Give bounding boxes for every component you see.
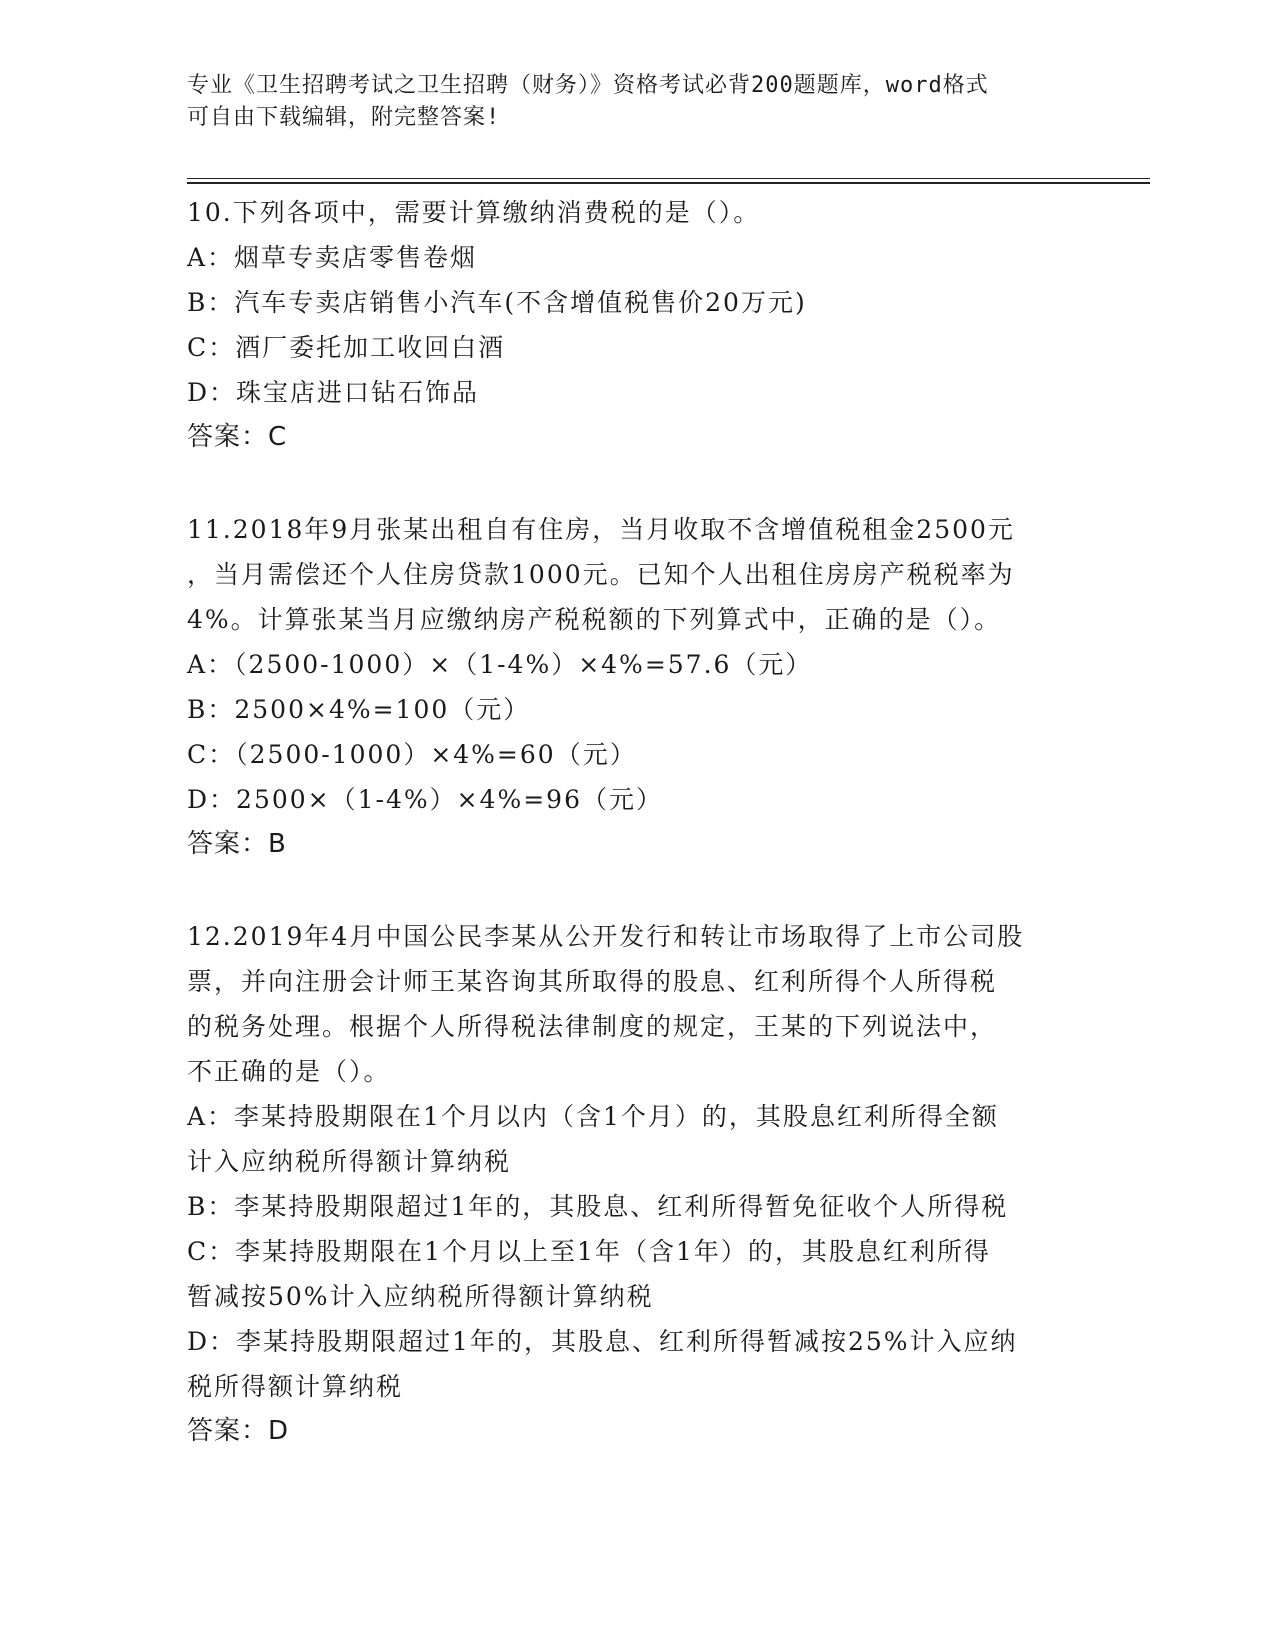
option-line: A：李某持股期限在1个月以内（含1个月）的，其股息红利所得全额	[187, 1102, 999, 1131]
option-line: B：汽车专卖店销售小汽车(不含增值税售价20万元)	[187, 288, 807, 317]
answer: 答案：D	[187, 1416, 290, 1446]
question-text-line: ，当月需偿还个人住房贷款1000元。已知个人出租住房房产税税率为	[187, 560, 1015, 589]
question-text-line: 不正确的是（）。	[187, 1057, 391, 1086]
question-text-line: 票，并向注册会计师王某咨询其所取得的股息、红利所得个人所得税	[187, 967, 998, 996]
option-line: D：珠宝店进口钻石饰品	[187, 378, 480, 407]
question-12	[187, 914, 1087, 1454]
option-line: C：酒厂委托加工收回白酒	[187, 333, 506, 362]
question-text	[187, 507, 1087, 642]
option-line: A：（2500-1000）×（1-4%）×4%=57.6（元）	[187, 650, 813, 679]
header-rule-thick	[187, 182, 1150, 184]
option-c	[187, 325, 1087, 370]
question-text-line: 4%。计算张某当月应缴纳房产税税额的下列算式中，正确的是（）。	[187, 605, 1002, 634]
question-text-line: 10.下列各项中，需要计算缴纳消费税的是（）。	[187, 198, 761, 227]
option-a	[187, 235, 1087, 280]
option-a	[187, 642, 1087, 687]
question-10	[187, 190, 1087, 460]
option-line: C：（2500-1000）×4%=60（元）	[187, 740, 637, 769]
question-text-line: 的税务处理。根据个人所得税法律制度的规定，王某的下列说法中，	[187, 1012, 998, 1041]
document-header	[187, 70, 1067, 134]
question-11	[187, 507, 1087, 867]
option-c	[187, 1229, 1087, 1319]
question-list	[187, 190, 1087, 1501]
option-line: A：烟草专卖店零售卷烟	[187, 243, 478, 272]
option-d	[187, 1319, 1087, 1409]
option-b	[187, 1184, 1087, 1229]
option-line: B：2500×4%=100（元）	[187, 695, 531, 724]
option-a	[187, 1094, 1087, 1184]
option-d	[187, 370, 1087, 415]
question-text	[187, 190, 1087, 235]
option-c	[187, 732, 1087, 777]
option-b	[187, 687, 1087, 732]
header-rule	[187, 178, 1150, 179]
option-line: B：李某持股期限超过1年的，其股息、红利所得暂免征收个人所得税	[187, 1192, 1009, 1221]
question-text	[187, 914, 1087, 1094]
option-line: 计入应纳税所得额计算纳税	[187, 1147, 512, 1176]
option-d	[187, 777, 1087, 822]
option-line: 税所得额计算纳税	[187, 1372, 404, 1401]
header-line: 可自由下载编辑，附完整答案!	[187, 105, 501, 130]
option-line: D：2500×（1-4%）×4%=96（元）	[187, 785, 663, 814]
answer: 答案：B	[187, 829, 287, 859]
option-b	[187, 280, 1087, 325]
header-line: 专业《卫生招聘考试之卫生招聘（财务）》资格考试必背200题题库，word格式	[187, 73, 989, 98]
question-text-line: 11.2018年9月张某出租自有住房，当月收取不含增值税租金2500元	[187, 515, 1015, 544]
option-line: 暂减按50%计入应纳税所得额计算纳税	[187, 1282, 654, 1311]
question-text-line: 12.2019年4月中国公民李某从公开发行和转让市场取得了上市公司股	[187, 922, 1025, 951]
option-line: D：李某持股期限超过1年的，其股息、红利所得暂减按25%计入应纳	[187, 1327, 1018, 1356]
answer: 答案：C	[187, 422, 288, 452]
option-line: C：李某持股期限在1个月以上至1年（含1年）的，其股息红利所得	[187, 1237, 991, 1266]
